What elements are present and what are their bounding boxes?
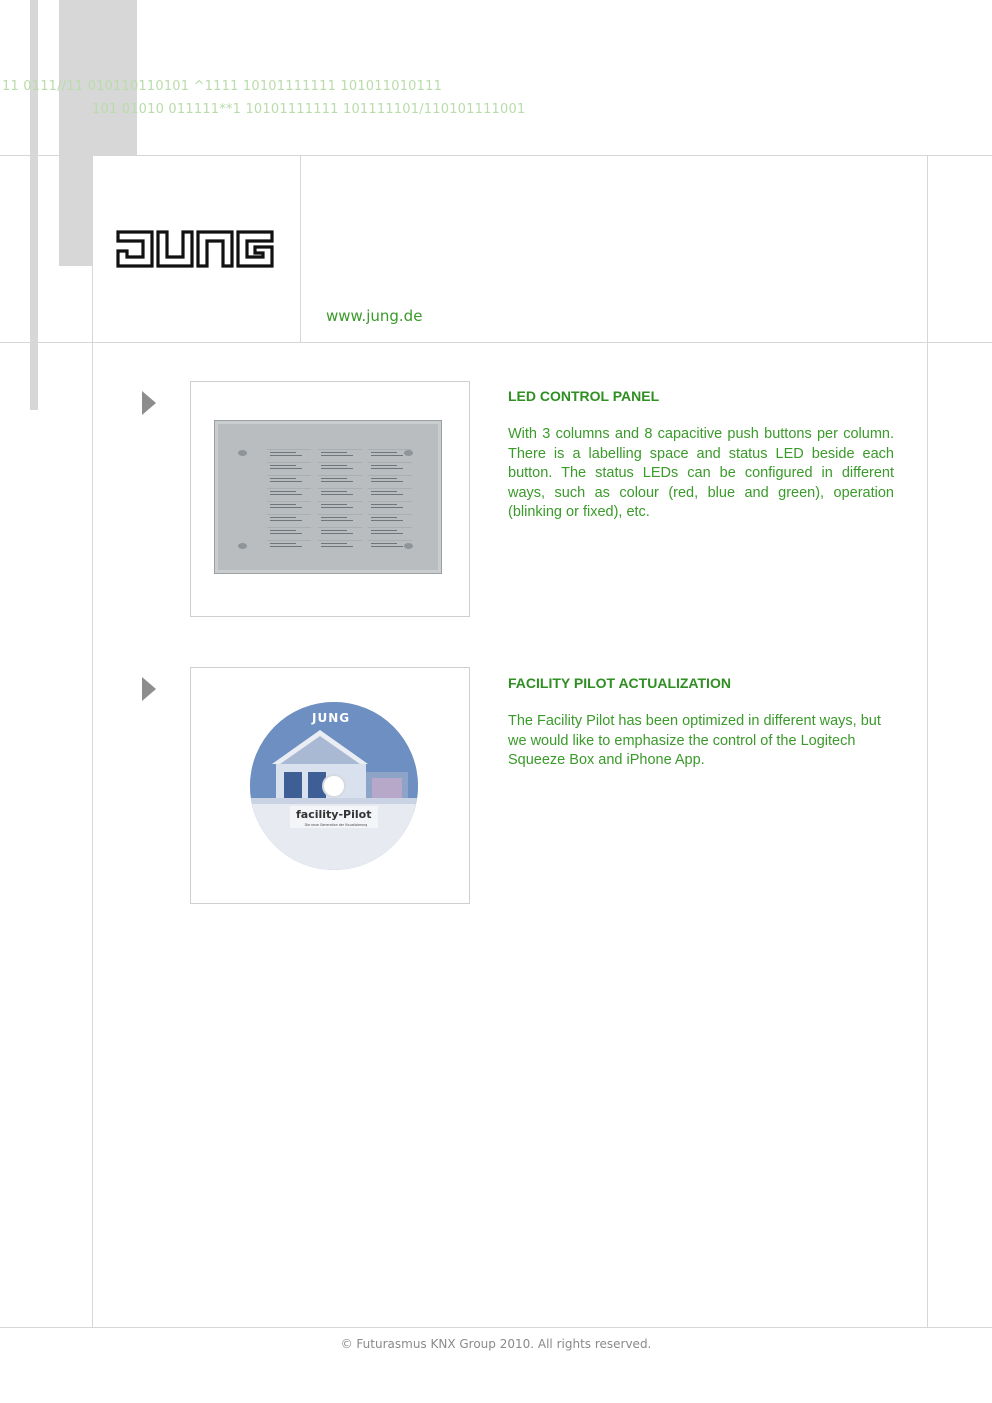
led-indicator-bl bbox=[238, 543, 247, 549]
label-slot bbox=[368, 501, 412, 511]
item-heading-led-control-panel: LED CONTROL PANEL bbox=[508, 388, 660, 404]
label-slot bbox=[318, 501, 362, 511]
item-text-facility-pilot: The Facility Pilot has been optimized in different ways, but we would like to emphasize the control of the Logitech Squeeze Box and iPhone App. bbox=[508, 713, 881, 768]
label-slot bbox=[368, 475, 412, 485]
rule-header-bottom bbox=[0, 342, 992, 343]
label-slot bbox=[267, 540, 311, 550]
disc-brand-logo: JUNG bbox=[312, 711, 351, 725]
label-slot bbox=[267, 488, 311, 498]
label-slot bbox=[318, 540, 362, 550]
bullet-arrow-icon bbox=[142, 677, 156, 701]
label-slot bbox=[318, 475, 362, 485]
led-control-panel-photo bbox=[214, 420, 442, 574]
label-slot bbox=[267, 514, 311, 524]
label-slot bbox=[368, 462, 412, 472]
label-slot bbox=[368, 540, 412, 550]
rule-right bbox=[927, 155, 928, 1327]
label-slot bbox=[267, 501, 311, 511]
label-slot bbox=[368, 514, 412, 524]
label-slot bbox=[368, 488, 412, 498]
decor-bar-thin bbox=[30, 0, 38, 410]
label-slot bbox=[318, 462, 362, 472]
label-slot bbox=[318, 527, 362, 537]
label-slot bbox=[267, 527, 311, 537]
binary-line-2: 101 01010 011111**1 10101111111 101111101/110101111001 bbox=[92, 102, 526, 117]
rule-top bbox=[0, 155, 992, 156]
copyright-footer: © Futurasmus KNX Group 2010. All rights reserved. bbox=[340, 1337, 652, 1351]
label-slot bbox=[267, 462, 311, 472]
disc-tagline: Die neue Generation der Visualisierung bbox=[304, 823, 368, 827]
rule-footer bbox=[0, 1327, 992, 1328]
facility-pilot-cd bbox=[250, 702, 418, 870]
decor-bar-wide-lower bbox=[59, 155, 92, 266]
decor-bar-wide bbox=[59, 0, 137, 155]
label-slot bbox=[318, 449, 362, 459]
item-text-led-control-panel: With 3 columns and 8 capacitive push buttons per column. There is a labelling space and status LED beside each button. The status LEDs can be configured in different ways, such as colour (red, blue and green), operation (blinking or fixed), etc. bbox=[508, 426, 894, 520]
label-slot bbox=[318, 514, 362, 524]
label-slot bbox=[368, 527, 412, 537]
rule-header-divider bbox=[300, 155, 301, 342]
label-slot bbox=[267, 475, 311, 485]
disc-product-name: facility-Pilot bbox=[296, 808, 372, 821]
jung-logo bbox=[114, 229, 276, 269]
binary-line-1: 11 0111//11 010110110101 ^1111 10101111111 101011010111 bbox=[2, 79, 443, 94]
item-heading-facility-pilot: FACILITY PILOT ACTUALIZATION bbox=[508, 675, 731, 691]
rule-left bbox=[92, 155, 93, 1327]
label-slot bbox=[368, 449, 412, 459]
website-link[interactable]: www.jung.de bbox=[326, 307, 423, 325]
label-slot bbox=[318, 488, 362, 498]
bullet-arrow-icon bbox=[142, 391, 156, 415]
led-indicator-tl bbox=[238, 450, 247, 456]
label-slot bbox=[267, 449, 311, 459]
